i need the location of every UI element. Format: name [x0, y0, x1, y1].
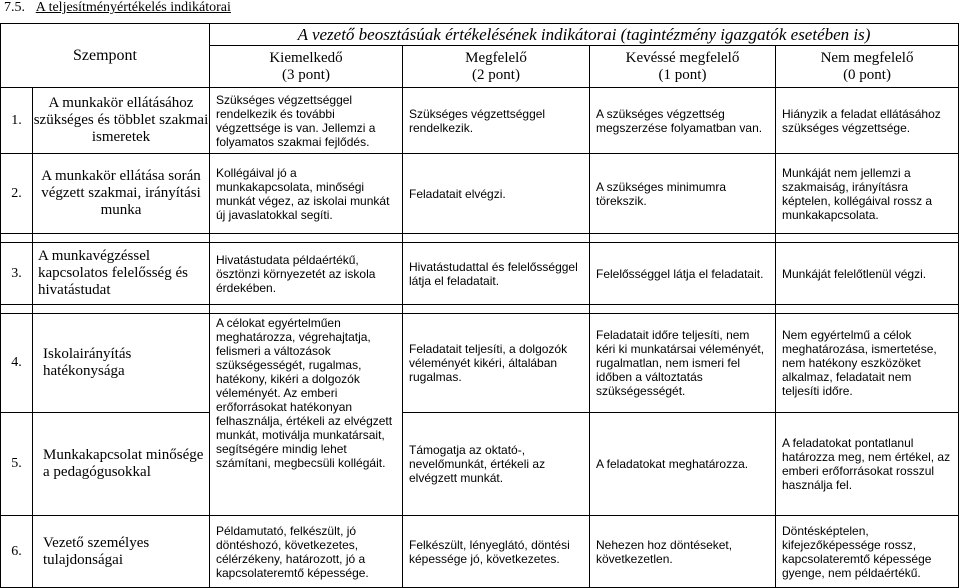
level-3-merged-cell: A célokat egyértelműen meghatározza, végrehajtatja, felismeri a változások szükségességét, rugalmas, hatékony, kikéri a dolgozók véleményét. Az emberi erőforrásokat hatékonyan felhasználja, értékeli az elvégzett munkát, motiválja munkatársait, segítségére mindig lehet számítani, megbecsüli kollégáit. [210, 314, 403, 516]
table-row [1, 516, 959, 588]
level-header-3: Kiemelkedő (3 pont) [210, 46, 403, 88]
criterion-cell: Vezető személyes tulajdonságai [33, 516, 210, 588]
criterion-cell: Munkakapcsolat minősége a pedagógusokkal [33, 413, 210, 516]
row-number: 2. [1, 154, 33, 234]
table-row [1, 413, 959, 516]
level-1-cell: A szükséges minimumra törekszik. [590, 154, 776, 234]
row-gap [1, 305, 959, 314]
level-3-cell: Kollégáival jó a munkakapcsolata, minőségi munkát végez, az iskolai munkát új javaslatokkal segíti. [210, 154, 403, 234]
level-header-1: Kevéssé megfelelő (1 pont) [590, 46, 776, 88]
level-1-cell: Felelősséggel látja el feladatait. [590, 243, 776, 305]
level-header-2: Megfelelő (2 pont) [403, 46, 590, 88]
table-row [1, 314, 959, 413]
indicator-table [0, 23, 959, 588]
table-row [1, 243, 959, 305]
criterion-header: Szempont [1, 24, 210, 88]
level-0-cell: Munkáját felelőtlenül végzi. [776, 243, 959, 305]
level-0-cell: A feladatokat pontatlanul határozza meg, nem értékel, az emberi erőforrásokat rosszul használja fel. [776, 413, 959, 516]
level-1-cell: A szükséges végzettség megszerzése folyamatban van. [590, 88, 776, 154]
level-0-cell: Munkáját nem jellemzi a szakmaiság, irányításra képtelen, kollégáival rossz a munkakapcsolata. [776, 154, 959, 234]
section-heading [4, 0, 231, 16]
row-gap [1, 234, 959, 243]
level-2-cell: Feladatait teljesíti, a dolgozók véleményét kikéri, általában rugalmas. [403, 314, 590, 413]
level-2-cell: Támogatja az oktató-, nevelőmunkát, értékeli az elvégzett munkát. [403, 413, 590, 516]
section-title: A teljesítményértékelés indikátorai [35, 0, 231, 15]
criterion-cell: A munkakör ellátásához szükséges és többlet szakmai ismeretek [33, 88, 210, 154]
level-2-cell: Szükséges végzettséggel rendelkezik. [403, 88, 590, 154]
level-1-cell: A feladatokat meghatározza. [590, 413, 776, 516]
criterion-cell: A munkakör ellátása során végzett szakmai, irányítási munka [33, 154, 210, 234]
level-0-cell: Döntésképtelen, kifejezőképessége rossz, kapcsolateremtő képessége gyenge, nem példaértékű. [776, 516, 959, 588]
level-2-cell: Felkészült, lényeglátó, döntési képessége jó, következetes. [403, 516, 590, 588]
row-number: 3. [1, 243, 33, 305]
level-3-cell: Szükséges végzettséggel rendelkezik és további végzettsége is van. Jellemzi a folyamatos szakmai fejlődés. [210, 88, 403, 154]
level-3-cell: Példamutató, felkészült, jó döntéshozó, következetes, célérzékeny, határozott, jó a kapcsolateremtő képessége. [210, 516, 403, 588]
level-header-0: Nem megfelelő (0 pont) [776, 46, 959, 88]
row-number: 6. [1, 516, 33, 588]
level-1-cell: Nehezen hoz döntéseket, következetlen. [590, 516, 776, 588]
table-row [1, 154, 959, 234]
level-0-cell: Hiányzik a feladat ellátásához szükséges végzettsége. [776, 88, 959, 154]
criterion-cell: Iskolairányítás hatékonysága [33, 314, 210, 413]
criterion-cell: A munkavégzéssel kapcsolatos felelősség és hivatástudat [33, 243, 210, 305]
section-number: 7.5. [4, 0, 25, 15]
row-number: 1. [1, 88, 33, 154]
row-number: 4. [1, 314, 33, 413]
table-caption: A vezető beosztásúak értékelésének indikátorai (tagintézmény igazgatók esetében is) [210, 24, 959, 46]
level-1-cell: Feladatait időre teljesíti, nem kéri ki munkatársai véleményét, rugalmatlan, nem ismeri fel időben a változtatás szükségességét. [590, 314, 776, 413]
level-0-cell: Nem egyértelmű a célok meghatározása, ismertetése, nem hatékony eszközöket alkalmaz, feladatait nem teljesíti időre. [776, 314, 959, 413]
level-3-cell: Hivatástudata példaértékű, ösztönzi környezetét az iskola érdekében. [210, 243, 403, 305]
table-row [1, 88, 959, 154]
row-number: 5. [1, 413, 33, 516]
level-2-cell: Feladatait elvégzi. [403, 154, 590, 234]
level-2-cell: Hivatástudattal és felelősséggel látja el feladatait. [403, 243, 590, 305]
